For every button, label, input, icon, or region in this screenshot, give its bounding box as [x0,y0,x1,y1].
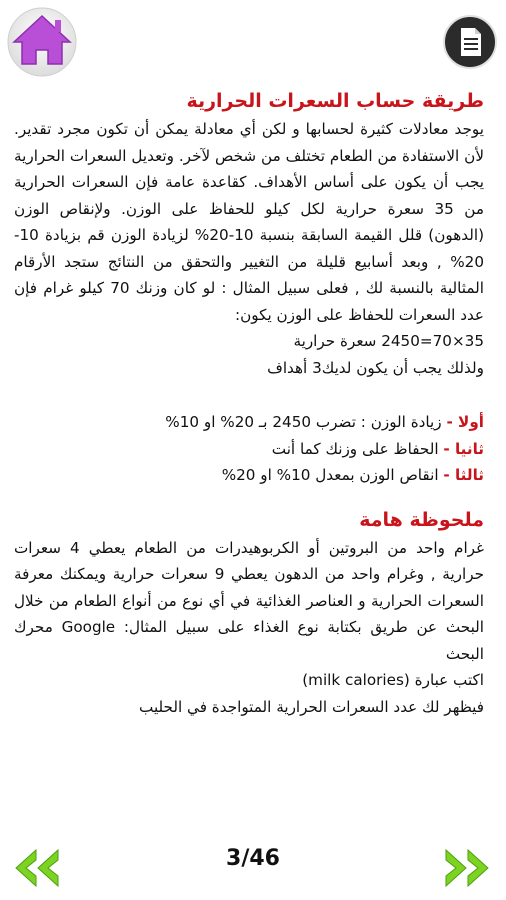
formula-line: 35×70=2450 سعرة حرارية [293,332,484,350]
document-icon [442,14,498,70]
goals-list [14,409,484,489]
goal-item [14,436,484,463]
double-chevron-right-icon [440,848,492,888]
note-paragraph: غرام واحد من البروتين أو الكربوهيدرات من الطعام يعطي 4 سعرات حرارية , وغرام واحد من الدهون يعطي 9 سعرات حرارية ويمكنك معرفة السعرات الحرارية و العناصر الغذائية في أي نوع من أنواع الطعام من خلال البحث عن طريق بكتابة نوع الغذاء على سبيل المثال: Google محرك البحث [14,538,485,663]
section-title: طريقة حساب السعرات الحرارية [186,90,484,112]
search-hint: اكتب عبارة (milk calories) [302,671,484,689]
home-button[interactable] [6,6,78,78]
goal-label: أولا - [446,413,484,431]
goal-item [14,409,484,436]
goal-text: زيادة الوزن : تضرب 2450 بـ 20% او 10% [165,413,447,431]
goal-text: الحفاظ على وزنك كما أنت [271,439,444,458]
goal-text: انقاص الوزن بمعدل 10% او 20% [221,466,444,484]
goal-label: ثالثا - [443,466,484,484]
result-hint: فيظهر لك عدد السعرات الحرارية المتواجدة في الحليب [139,697,484,716]
goal-item [14,462,484,489]
next-page-button[interactable] [440,848,492,888]
note-title: ملحوظة هامة [359,508,484,531]
intro-paragraph: يوجد معادلات كثيرة لحسابها و لكن أي معادلة يمكن أن تكون مجرد تقدير. لأن الاستفادة من الطعام تختلف من شخص لآخر. وتعديل السعرات الحرارية يجب أن يكون على أساس الأهداف. كقاعدة عامة فإن السعرات الحرارية من 35 سعرة حرارية لكل كيلو للحفاظ على الوزن. ولإنقاص الوزن (الدهون) قلل القيمة السابقة بنسبة 10-20% لزيادة الوزن قم بزيادة 10-20% , وبعد أسابيع قليلة من التغيير والتحقق من النتائج ستجد الأرقام المثالية بالنسبة لك , فعلى سبيل المثال : لو كان وزنك 70 كيلو غرام فإن عدد السعرات للحفاظ على الوزن يكون: [14,120,484,324]
goals-intro: ولذلك يجب أن يكون لديك3 أهداف [267,358,484,377]
goal-label: ثانيا - [443,439,484,458]
page-counter: 3/46 [226,846,280,871]
home-icon [6,6,78,78]
footer-nav [0,836,506,900]
article-content [14,86,484,720]
contents-button[interactable] [442,14,498,70]
